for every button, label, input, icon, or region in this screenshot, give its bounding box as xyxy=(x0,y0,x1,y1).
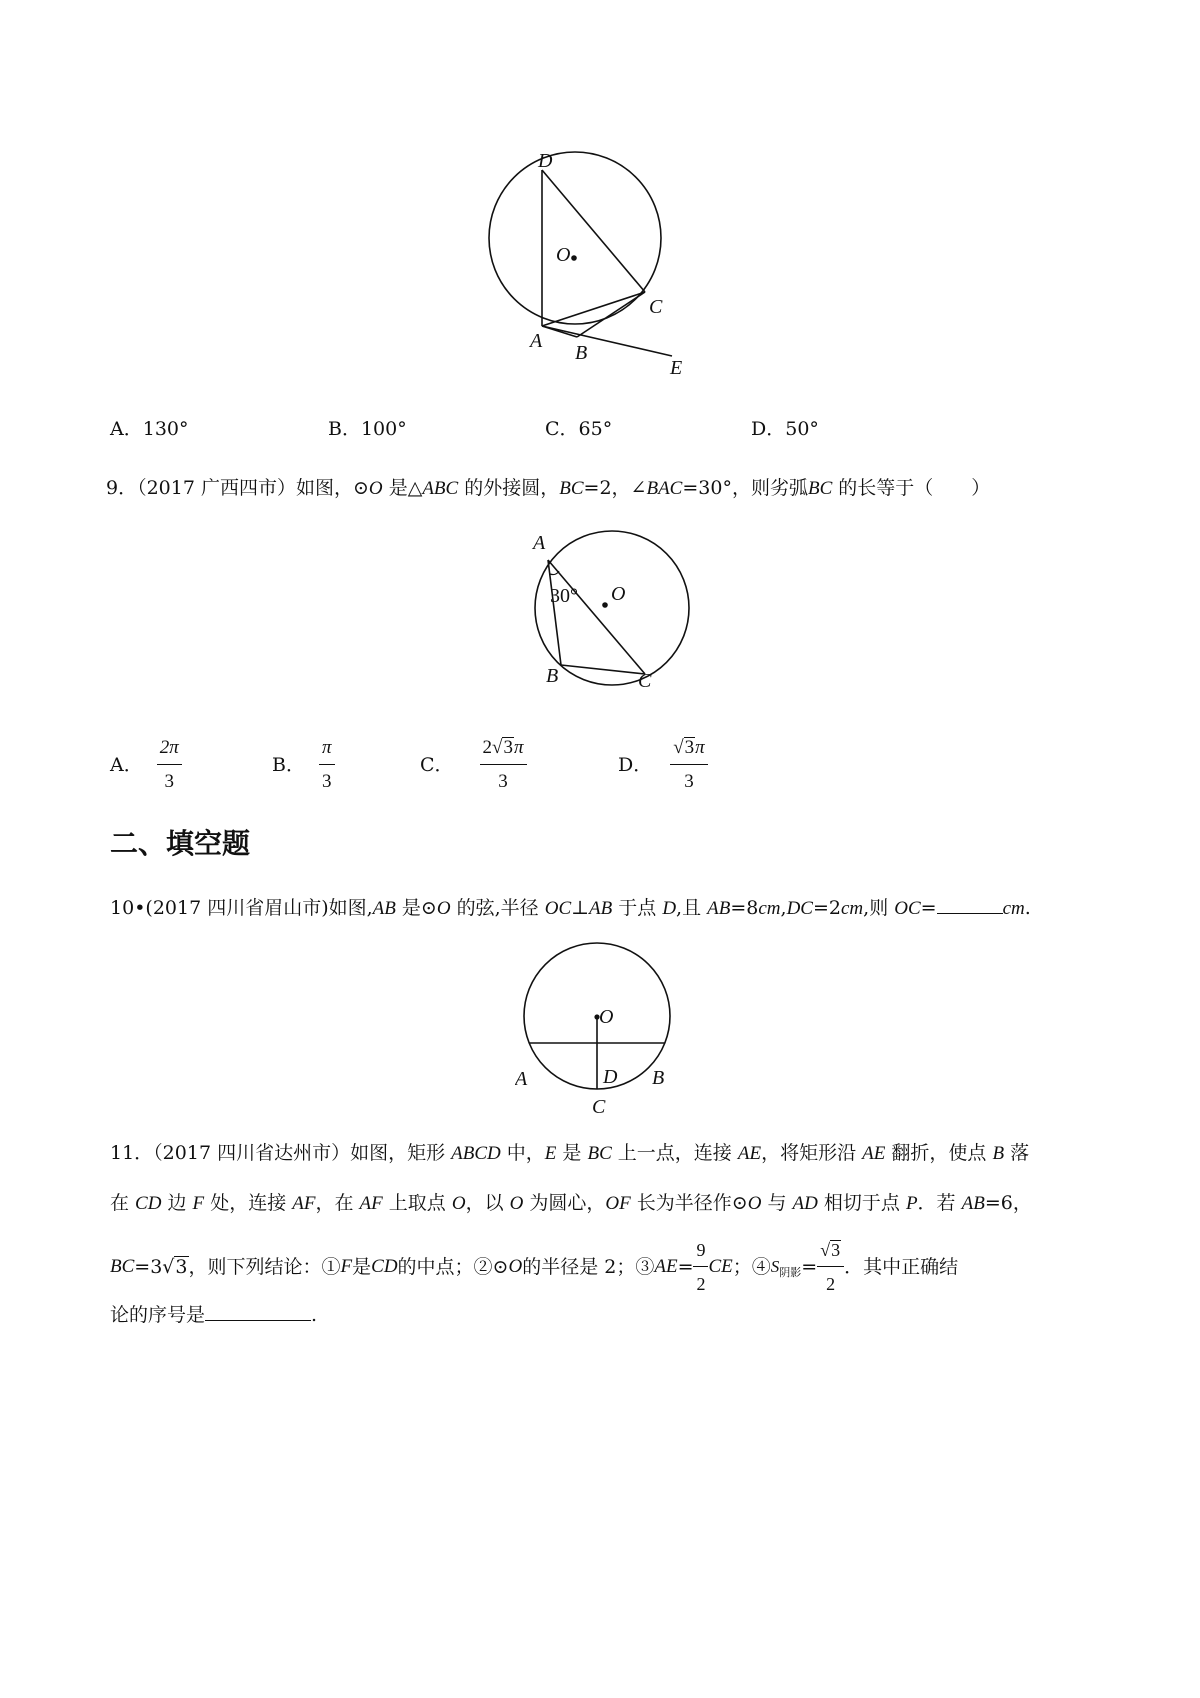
label-O: O xyxy=(611,583,626,605)
q9-option-b: B． $\frac{\pi}{3}$ xyxy=(272,735,335,795)
label-O: O xyxy=(556,244,571,266)
question-11-line-1: 11．（2017 四川省达州市）如图，矩形 ABCD 中，E 是 BC 上一点，连接 AE，将矩形沿 AE 翻折，使点 B 落 xyxy=(110,1142,1030,1164)
answer-blank-q10[interactable] xyxy=(937,895,1003,914)
label-B: B xyxy=(546,665,559,687)
label-D: D xyxy=(538,150,553,172)
q8-option-b: B．100° xyxy=(328,418,407,440)
label-C: C xyxy=(649,296,663,318)
section-title: 二、填空题 xyxy=(110,827,251,860)
question-9-stem: 9．（2017 广西四市）如图，⊙O 是△ABC 的外接圆，BC=2，∠BAC=30°，则劣弧BC 的长等于（ ） xyxy=(106,477,991,499)
label-B: B xyxy=(652,1067,665,1089)
label-A: A xyxy=(533,532,546,554)
q8-option-d: D．50° xyxy=(751,418,819,440)
label-A: A xyxy=(530,330,543,352)
q8-option-a: A．130° xyxy=(110,418,189,440)
question-11-line-3: BC =3 √ 3 ，则下列结论：① F 是 CD 的中点；②⊙ O 的半径是 2；③ AE = $\frac{9}{2}$ CE ；④ S 阴影 = $\frac{√3}{2}$ ．其中正确结 xyxy=(110,1237,958,1297)
question-10-stem: 10•(2017 四川省眉山市)如图,AB 是⊙O 的弦,半径 OC⊥AB 于点 D,且 AB=8cm,DC=2cm,则 OC= cm. xyxy=(110,897,1031,919)
answer-blank-q11[interactable] xyxy=(205,1302,311,1321)
label-E: E xyxy=(670,357,683,379)
figure-q9-circle xyxy=(520,530,700,695)
figure-q10-circle xyxy=(515,942,685,1117)
label-A: A xyxy=(515,1068,528,1090)
label-B: B xyxy=(575,342,588,364)
q9-option-c: C． $\frac{2√3\pi}{3}$ xyxy=(420,735,527,795)
question-11-line-2: 在 CD 边 F 处，连接 AF，在 AF 上取点 O，以 O 为圆心，OF 长为半径作⊙O 与 AD 相切于点 P．若 AB=6， xyxy=(110,1192,1032,1214)
q9-option-d: D． $\frac{√3\pi}{3}$ xyxy=(618,735,708,795)
q9-option-a: A． $\frac{2\pi}{3}$ xyxy=(110,735,182,795)
label-C: C xyxy=(592,1096,606,1117)
label-O: O xyxy=(599,1006,614,1028)
label-angle-30: 30° xyxy=(550,585,578,607)
question-11-line-4: 论的序号是 . xyxy=(110,1304,318,1326)
label-C: C xyxy=(638,670,652,692)
label-D: D xyxy=(603,1066,618,1088)
figure-q8-circle xyxy=(460,150,700,380)
q8-option-c: C．65° xyxy=(545,418,613,440)
